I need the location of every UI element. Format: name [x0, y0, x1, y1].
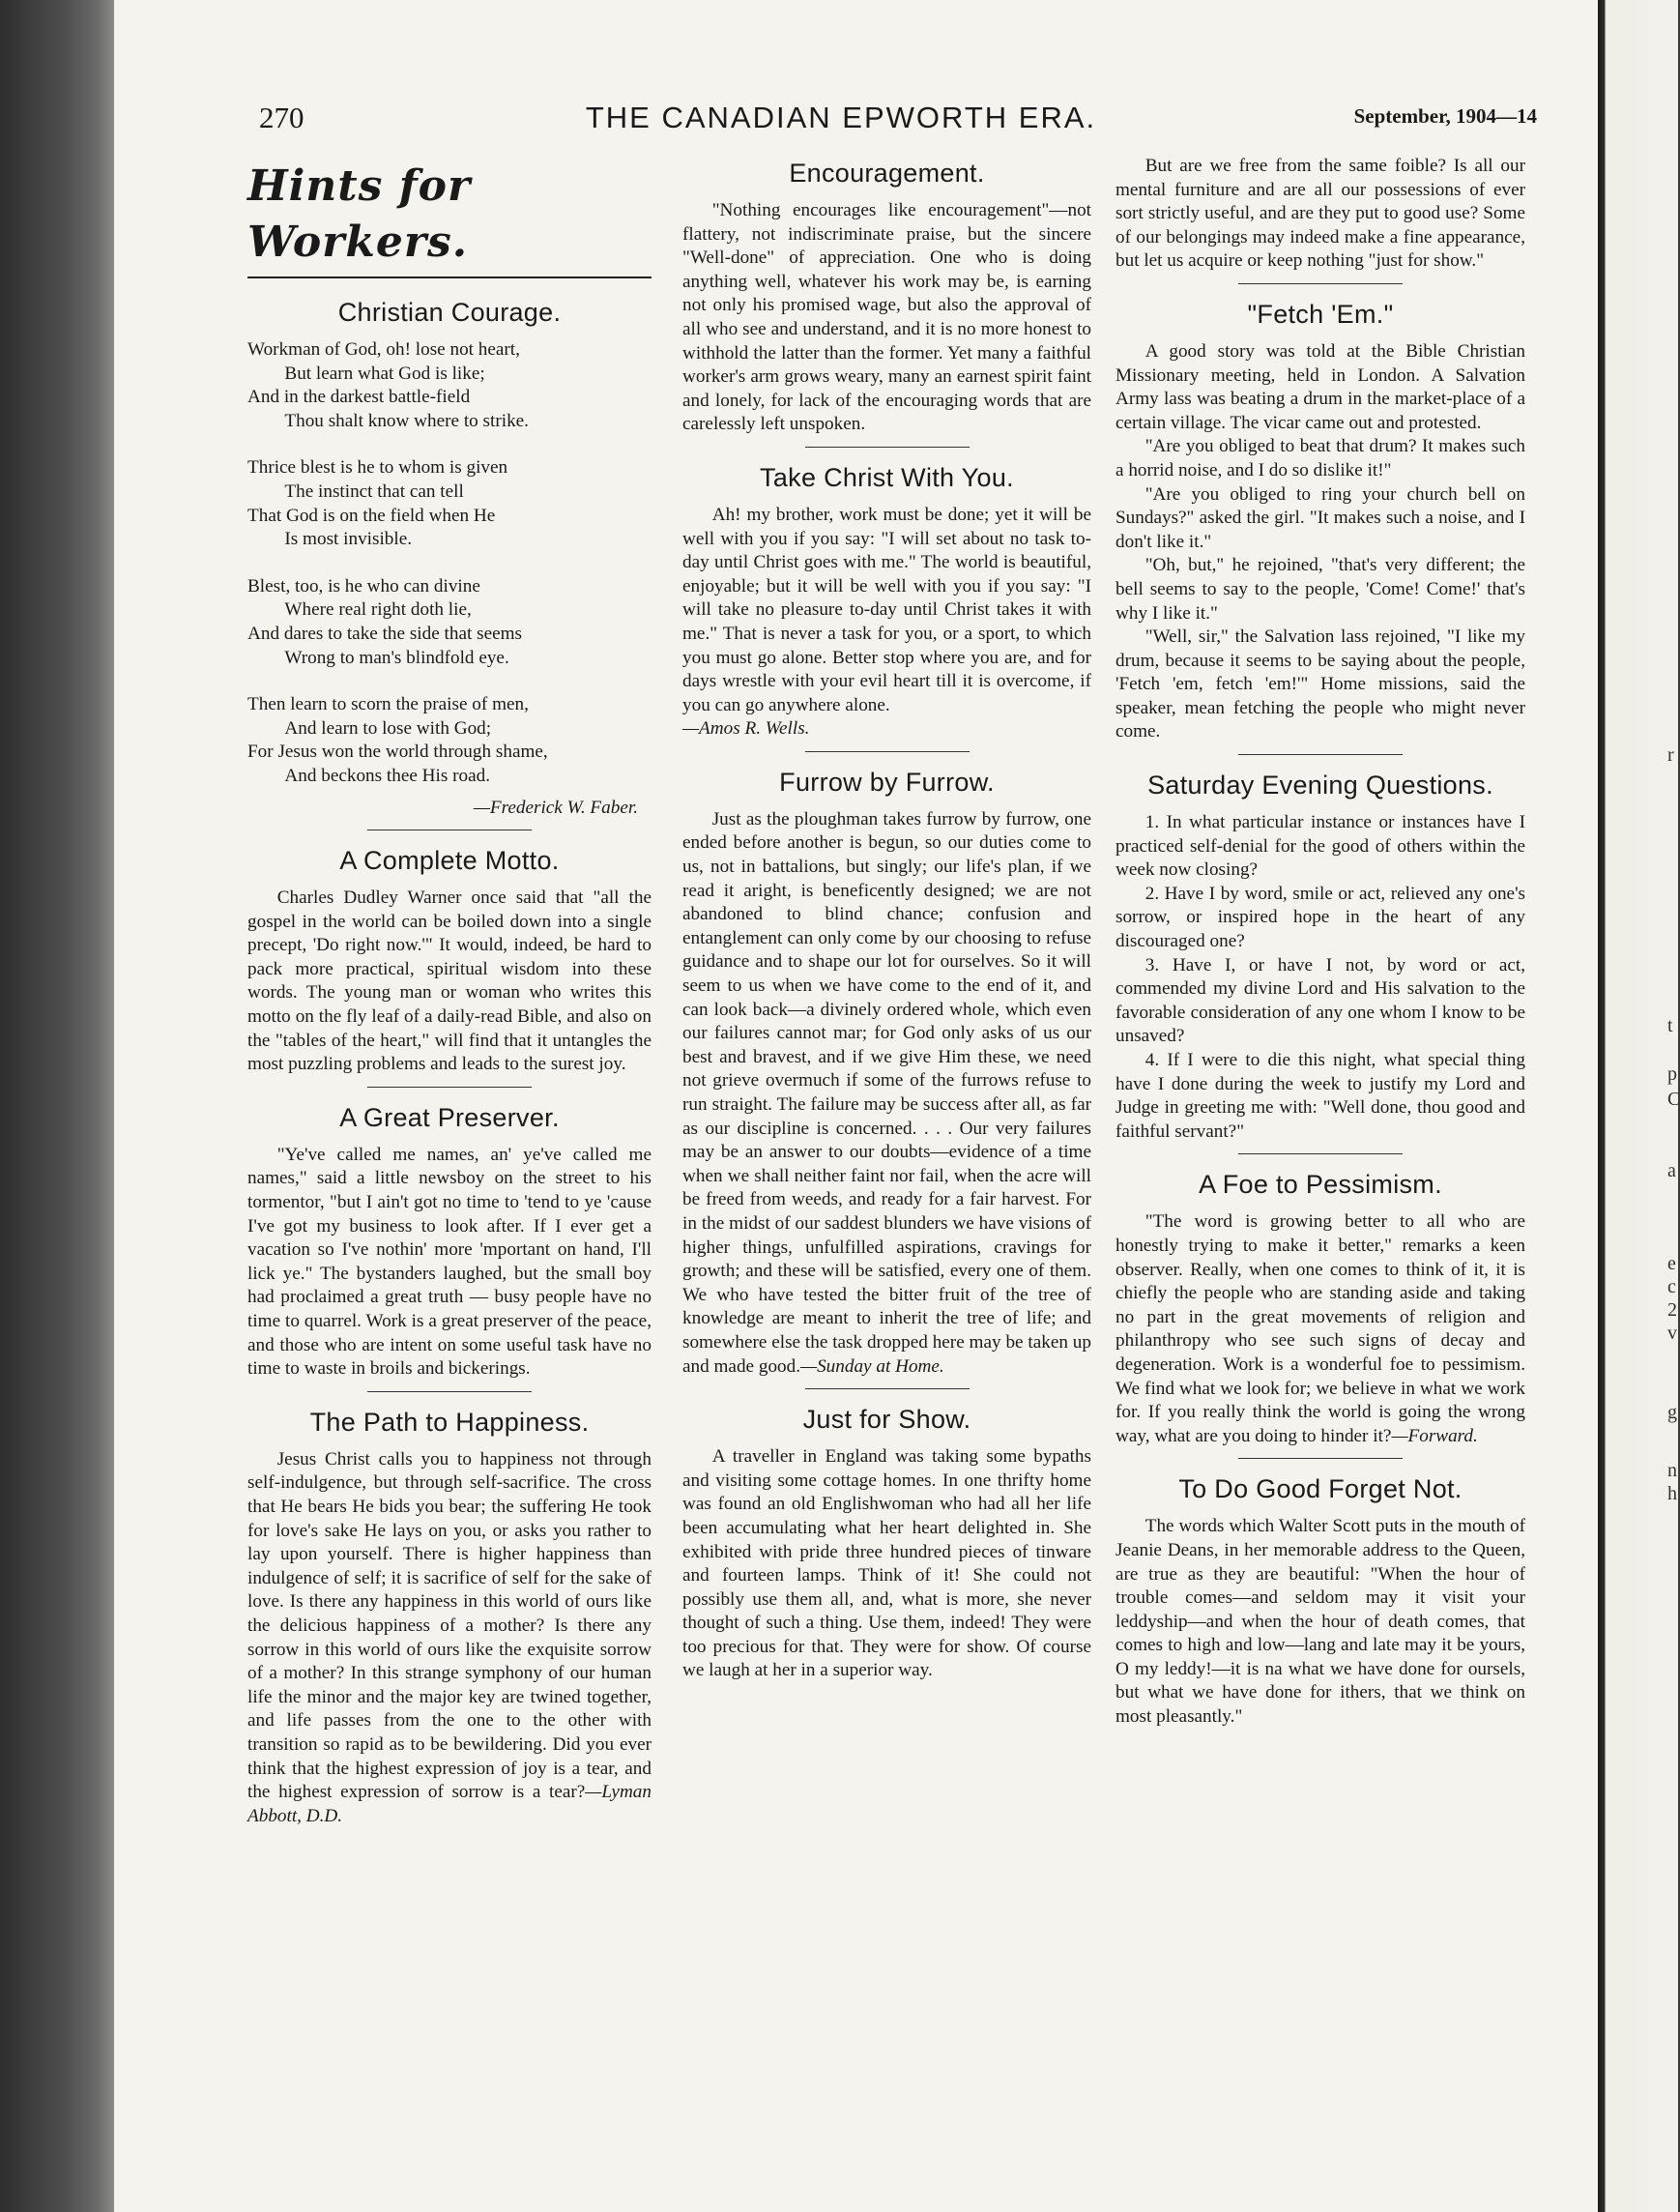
section-title: Hints for Workers. — [247, 161, 472, 267]
article-body: Charles Dudley Warner once said that "all the gospel in the world can be boiled down into a single precept, 'Do right now.'" It would, indeed, be hard to pack more practical, spiritual wisdom into these words. The young man or woman who writes this motto on the fly leaf of a daily-read Bible, and also on the "tables of the heart," will find that it untangles the most puzzling problems and leads to the surest joy. — [247, 888, 652, 1075]
article-divider — [367, 1087, 532, 1088]
article-divider — [805, 751, 970, 752]
poem-line: Thou shalt know where to strike. — [284, 410, 529, 431]
poem-line: Then learn to scorn the praise of men, — [247, 694, 529, 715]
column-3 — [1115, 155, 1525, 1730]
article-title: Saturday Evening Questions. — [1147, 771, 1493, 800]
article-title: Furrow by Furrow. — [779, 767, 995, 797]
article-paragraph: "Are you obliged to beat that drum? It makes such a horrid noise, and I do so dislike it!" — [1115, 436, 1525, 480]
article-divider — [1238, 754, 1403, 755]
poem-line: That God is on the field when He — [247, 505, 496, 526]
article-text: "The word is growing better to all who are honestly trying to make it better," remarks a keen observer. Really, when one comes to think of it, it is chiefly the people who are standing aside and taking no part in the great movements of religion and philanthropy who see such signs of decay and degeneration. Work is a wonderful foe to pessimism. We find what we look for; we believe in what we work for. If you really think the world is going the wrong way, what are you doing to hinder it? — [1115, 1211, 1525, 1446]
edge-letter: v — [1667, 1323, 1677, 1344]
poem-line: Workman of God, oh! lose not heart, — [247, 339, 520, 360]
article-body — [682, 808, 1091, 1379]
poem-author: —Frederick W. Faber. — [473, 797, 638, 818]
article-paragraph: A good story was told at the Bible Christian Missionary meeting, held in London. A Salvation Army lass was beating a drum in the market-place of a certain village. The vicar came out and protested. — [1115, 340, 1525, 433]
question-item: 4. If I were to die this night, what special thing have I done during the week to justify my Lord and Judge in greeting me with: "Well done, thou good and faithful servant?" — [1115, 1050, 1525, 1142]
edge-letter: g — [1667, 1402, 1677, 1423]
article-title: A Great Preserver. — [339, 1102, 560, 1132]
poem-line: Thrice blest is he to whom is given — [247, 457, 508, 479]
article-title: Just for Show. — [802, 1405, 971, 1435]
article-author: —Forward. — [1391, 1425, 1478, 1446]
poem-line: The instinct that can tell — [284, 480, 464, 502]
article-title: Christian Courage. — [337, 298, 562, 327]
article-text: Just as the ploughman takes furrow by furrow, one ended before another is begun, so our duties come to us, not in battalions, but singly; our life's plan, if we read it aright, is beneficently designed; we are not abandoned to blind chance; confusion and entanglement can only come by our choosing to refuse guidance and to shape our lot for ourselves. So it will seem to us when we have come to the end of it, and can look back—a divinely ordered whole, which even our failures cannot mar; for God only asks of us our best and bravest, and if we give Him these, we need not grieve overmuch if some of the furrows refuse to run straight. The failure may be success after all, as far as our discipline is concerned. . . . Our very failures may be an answer to our doubts—evidence of a time when we shall neither faint nor fail, when the acre will be freed from weeds, and ready for a fair harvest. For in the midst of our saddest blunders we have visions of higher things, unfulfilled aspirations, cravings for growth; and these will be satisfied, every one of them. We who have tested the bitter fruit of the tree of knowledge are meant to inherit the tree of life; and somewhere else the task dropped here may be taken up and made good. — [682, 808, 1091, 1377]
article-title: "Fetch 'Em." — [1247, 299, 1394, 329]
article-title: Take Christ With You. — [760, 462, 1014, 492]
article-author: —Sunday at Home. — [800, 1355, 944, 1377]
poem-line: Where real right doth lie, — [284, 599, 472, 621]
article-body — [1115, 1210, 1525, 1448]
poem-line: Blest, too, is he who can divine — [247, 575, 480, 597]
article-divider — [1238, 1458, 1403, 1459]
issue-date: September, 1904—14 — [1353, 104, 1537, 128]
poem — [247, 338, 652, 789]
question-item: 1. In what particular instance or instances have I practiced self-denial for the good of others within the week now closing? — [1115, 812, 1525, 881]
column-1 — [247, 155, 652, 1828]
poem-line: And beckons thee His road. — [284, 765, 490, 786]
book-binding — [0, 0, 114, 2212]
article-author: —Lyman Abbott, D.D. — [247, 1782, 652, 1826]
edge-letter: 2 — [1667, 1299, 1677, 1321]
poem-stanza — [247, 456, 652, 551]
article-title: The Path to Happiness. — [309, 1407, 590, 1437]
poem-line: And in the darkest battle-field — [247, 387, 471, 408]
article-body: Ah! my brother, work must be done; yet it will be well with you if you say: "I will set about no task to-day until Christ goes with me." The world is beautiful, enjoyable; but it will be well with you if you say: "I will take no pleasure to-day until Christ takes it with me." That is never a task for you, or a sport, to which you must go alone. Better stop where you are, and for days wrestle with your evil heart till it is overcome, if you can go anywhere alone. — [682, 504, 1091, 715]
poem-line: But learn what God is like; — [284, 363, 485, 384]
edge-letter: t — [1667, 1015, 1673, 1036]
edge-letter: e — [1667, 1253, 1676, 1274]
article-title: A Complete Motto. — [339, 846, 560, 876]
poem-line: For Jesus won the world through shame, — [247, 742, 548, 763]
edge-letter: a — [1667, 1160, 1676, 1181]
poem-line: Is most invisible. — [284, 529, 413, 550]
poem-stanza — [247, 338, 652, 433]
article-title: A Foe to Pessimism. — [1199, 1170, 1442, 1200]
article-body: But are we free from the same foible? Is all our mental furniture and are all our possessions of ever sort strictly useful, and are they put to good use? Some of our belongings may indeed make a fine appearance, but let us acquire or keep nothing "just for show." — [1115, 156, 1525, 272]
facing-page-edge — [1598, 0, 1678, 2212]
article-title: To Do Good Forget Not. — [1178, 1474, 1463, 1504]
poem-stanza — [247, 693, 652, 788]
edge-letter: h — [1667, 1483, 1677, 1504]
article-paragraph: "Oh, but," he rejoined, "that's very different; the bell seems to say to the people, 'Come! Come!' that's why I like it." — [1115, 555, 1525, 624]
article-body: "Ye've called me names, an' ye've called me names," said a little newsboy on the street to his tormentor, "but I ain't got no time to 'tend to ye 'cause I've got my business to look after. If I ever get a vacation so I've nothin' more 'mportant on hand, I'll lick ye." The bystanders laughed, but the small boy had proclaimed a great truth — busy people have no time to quarrel. Work is a great preserver of the peace, and those who are intent on some useful task have no time to waste in broils and bickerings. — [247, 1144, 652, 1380]
column-2 — [682, 155, 1091, 1683]
poem-line: And learn to lose with God; — [284, 717, 492, 739]
article-paragraph: "Well, sir," the Salvation lass rejoined, "I like my drum, because it seems to be saying about the people, 'Fetch 'em, fetch 'em!'" Home missions, said the speaker, mean fetching the people who might never come. — [1115, 626, 1525, 742]
edge-letter: C — [1667, 1089, 1680, 1110]
page-number: 270 — [259, 101, 304, 134]
question-item: 2. Have I by word, smile or act, relieved any one's sorrow, or inspired hope in the heart of any discouraged one? — [1115, 883, 1525, 952]
article-body: A traveller in England was taking some bypaths and visiting some cottage homes. In one thrifty home was found an old Englishwoman who had all her life been accumulating what her heart delighted in. She exhibited with pride three hundred pieces of tinware and fourteen lamps. Think of it! She could not possibly use them all, and, what is more, she never thought of such a thing. Use them, indeed! They were too precious for that. They were for show. Of course we laugh at her in a superior way. — [682, 1446, 1091, 1681]
edge-letter: r — [1667, 744, 1674, 766]
article-body — [247, 1448, 652, 1829]
title-rule — [247, 276, 652, 278]
publication-title: THE CANADIAN EPWORTH ERA. — [585, 101, 1097, 134]
article-title: Encouragement. — [789, 159, 985, 188]
edge-letter: n — [1667, 1460, 1677, 1481]
article-divider — [1238, 1153, 1403, 1154]
article-author: —Amos R. Wells. — [682, 718, 810, 740]
article-paragraph: "Are you obliged to ring your church bell on Sundays?" asked the girl. "It makes such a noise, and I don't like it." — [1115, 483, 1525, 552]
article-body: The words which Walter Scott puts in the mouth of Jeanie Deans, in her memorable address to the Queen, are true as they are beautiful: "When the hour of trouble comes—and seldom may it visit your leddyship—and when the hour of death comes, that comes to high and low—lang and late may it be yours, O my leddy!—it is na what we have done for oursels, but what we have done for ithers, that we think on most pleasantly." — [1115, 1516, 1525, 1728]
poem-line: And dares to take the side that seems — [247, 623, 522, 644]
edge-letter: c — [1667, 1276, 1676, 1297]
article-divider — [805, 447, 970, 448]
article-divider — [805, 1388, 970, 1389]
running-header — [145, 101, 1537, 139]
article-divider — [1238, 283, 1403, 284]
poem-line: Wrong to man's blindfold eye. — [284, 647, 509, 668]
article-body: "Nothing encourages like encouragement"—not flattery, not indiscriminate praise, but the sincere "Well-done" of appreciation. One who is doing anything well, whatever his work may be, is earning not only his promised wage, but also the approval of all who see and understand, and it is no more honest to withhold the latter than the former. Yet many a faithful worker's arm grows weary, many an earnest spirit faint and lonely, for lack of the encouraging words that are carelessly left unspoken. — [682, 200, 1091, 435]
article-divider — [367, 1391, 532, 1392]
edge-letter: p — [1667, 1063, 1677, 1085]
question-item: 3. Have I, or have I not, by word or act, commended my divine Lord and His salvation to the favorable consideration of any one whom I know to be unsaved? — [1115, 954, 1525, 1047]
poem-stanza — [247, 575, 652, 670]
article-text: Jesus Christ calls you to happiness not through self-indulgence, but through self-sacrifice. The cross that He bears He bids you bear; the suffering He took for love's sake He lays on you, or asks you rather to lay upon yourself. There is higher happiness than indulgence of self; it is sacrifice of self for the sake of love. Is there any happiness in this world of ours like the delicious happiness of a mother? Is there any sorrow in this world of ours like the exquisite sorrow of a mother? In this strange symphony of our human life the minor and the major key are twined together, and life passes from the one to the other with transition so rapid as to be bewildering. Did you ever think that the highest expression of joy is a tear, and the highest expression of sorrow is a tear? — [247, 1448, 652, 1803]
